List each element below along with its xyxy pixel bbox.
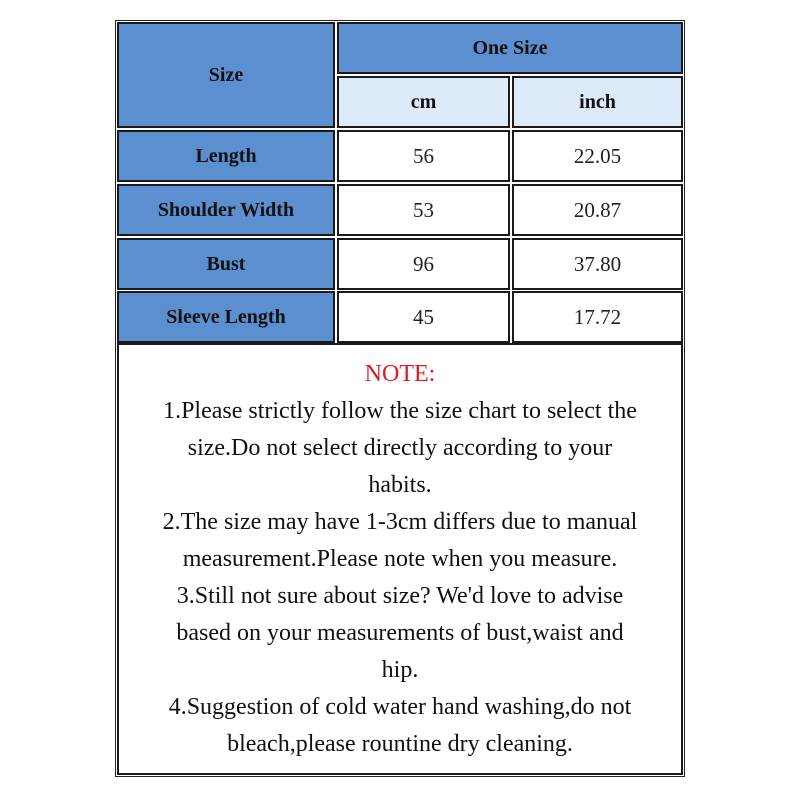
note-line: measurement.Please note when you measure. — [182, 545, 618, 572]
unit-inch-header-cell — [512, 76, 683, 128]
note-line: 2.The size may have 1-3cm differs due to manual — [162, 508, 638, 535]
row-value-inch — [512, 184, 683, 236]
size-header-cell — [117, 22, 335, 128]
row-label-bust — [117, 238, 335, 290]
value-inch-text: 20.87 — [573, 197, 622, 222]
note-line: 1.Please strictly follow the size chart to select the — [163, 397, 637, 424]
note-line: habits. — [368, 471, 432, 498]
note-line: size.Do not select directly according to your — [187, 434, 613, 461]
row-label-length — [117, 130, 335, 182]
one-size-header-label: One Size — [472, 36, 548, 59]
value-inch-text: 37.80 — [573, 251, 622, 276]
note-line: bleach,please rountine dry cleaning. — [227, 730, 573, 757]
row-label-sleeve-length — [117, 291, 335, 343]
row-label-text: Sleeve Length — [166, 305, 286, 328]
row-label-text: Shoulder Width — [157, 198, 295, 221]
note-line: 3.Still not sure about size? We'd love to advise — [176, 582, 624, 609]
value-cm-text: 45 — [413, 304, 434, 329]
row-label-text: Length — [195, 144, 257, 167]
note-line: based on your measurements of bust,waist and — [176, 619, 624, 646]
note-title: NOTE: — [364, 360, 436, 387]
row-value-inch — [512, 130, 683, 182]
size-header-label: Size — [208, 63, 244, 86]
value-inch-text: 22.05 — [573, 143, 622, 168]
one-size-header-cell — [337, 22, 683, 74]
note-line: 4.Suggestion of cold water hand washing,do not — [168, 693, 632, 720]
value-cm-text: 56 — [413, 143, 434, 168]
note-box — [117, 343, 683, 775]
value-cm-text: 53 — [413, 197, 434, 222]
row-value-cm — [337, 291, 510, 343]
row-value-cm — [337, 130, 510, 182]
unit-cm-label: cm — [410, 90, 437, 113]
row-label-shoulder-width — [117, 184, 335, 236]
row-value-inch — [512, 291, 683, 343]
row-value-cm — [337, 184, 510, 236]
unit-inch-label: inch — [579, 90, 616, 113]
value-inch-text: 17.72 — [573, 304, 622, 329]
note-line: hip. — [381, 656, 419, 683]
row-value-cm — [337, 238, 510, 290]
row-value-inch — [512, 238, 683, 290]
unit-cm-header-cell — [337, 76, 510, 128]
row-label-text: Bust — [206, 252, 246, 275]
value-cm-text: 96 — [413, 251, 434, 276]
